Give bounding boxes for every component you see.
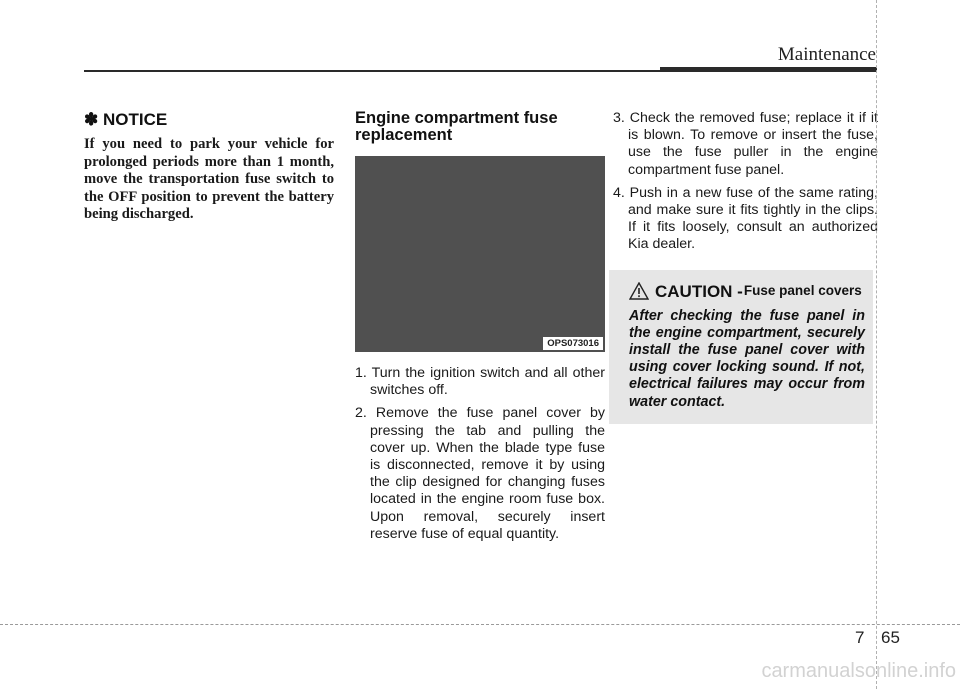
caution-subtitle-wrap xyxy=(743,282,863,300)
photo-label: OPS073016 xyxy=(543,337,603,350)
fuse-replacement-column xyxy=(355,110,605,549)
caution-body: After checking the fuse panel in the engine compartment, securely install the fuse panel cover with using cover locking sound. If not, electrical failures may occur from water contact. xyxy=(629,307,865,410)
steps-list xyxy=(355,365,605,543)
watermark: carmanualsonline.info xyxy=(761,660,956,682)
section-heading: Engine compartment fuse replacement xyxy=(355,109,558,144)
header-title: Maintenance xyxy=(777,44,876,65)
fuse-panel-photo xyxy=(355,156,605,352)
page-vertical-guide xyxy=(876,0,877,689)
notice-star-icon: ✽ xyxy=(84,110,99,129)
fuse-steps-column xyxy=(613,110,878,424)
notice-column xyxy=(84,110,334,224)
footer-dashed-line xyxy=(0,624,960,625)
notice-heading-text: NOTICE xyxy=(102,110,168,129)
step-3: 3. Check the removed fuse; replace it if it is blown. To remove or insert the fuse, use the fuse puller in the engine compartment fuse panel. xyxy=(613,110,878,178)
step-4: 4. Push in a new fuse of the same rating, and make sure it fits tightly in the clips. If it fits loosely, consult an authorized Kia dealer. xyxy=(613,184,878,253)
caution-subtitle: Fuse panel covers xyxy=(743,282,862,298)
header-rule-thin xyxy=(84,70,660,72)
step-2: 2. Remove the fuse panel cover by pressing the tab and pulling the cover up. When the blade type fuse is disconnected, remove it by using the clip designed for changing fuses located in the engine room fuse box. Upon removal, securely insert reserve fuse of equal quantity. xyxy=(355,405,605,542)
header-rule-thick xyxy=(660,67,877,72)
caution-title-row xyxy=(629,282,865,302)
caution-box xyxy=(609,270,873,424)
warning-triangle-icon xyxy=(629,282,649,300)
notice-heading xyxy=(84,110,334,130)
page-number: 65 xyxy=(881,628,900,647)
caution-title: CAUTION - xyxy=(655,281,743,301)
steps-list-continued xyxy=(613,110,878,254)
chapter-number: 7 xyxy=(855,628,865,647)
notice-body: If you need to park your vehicle for prolonged periods more than 1 month, move the transportation fuse switch to the OFF position to prevent the battery being discharged. xyxy=(84,136,334,222)
step-1: 1. Turn the ignition switch and all other switches off. xyxy=(355,365,605,399)
